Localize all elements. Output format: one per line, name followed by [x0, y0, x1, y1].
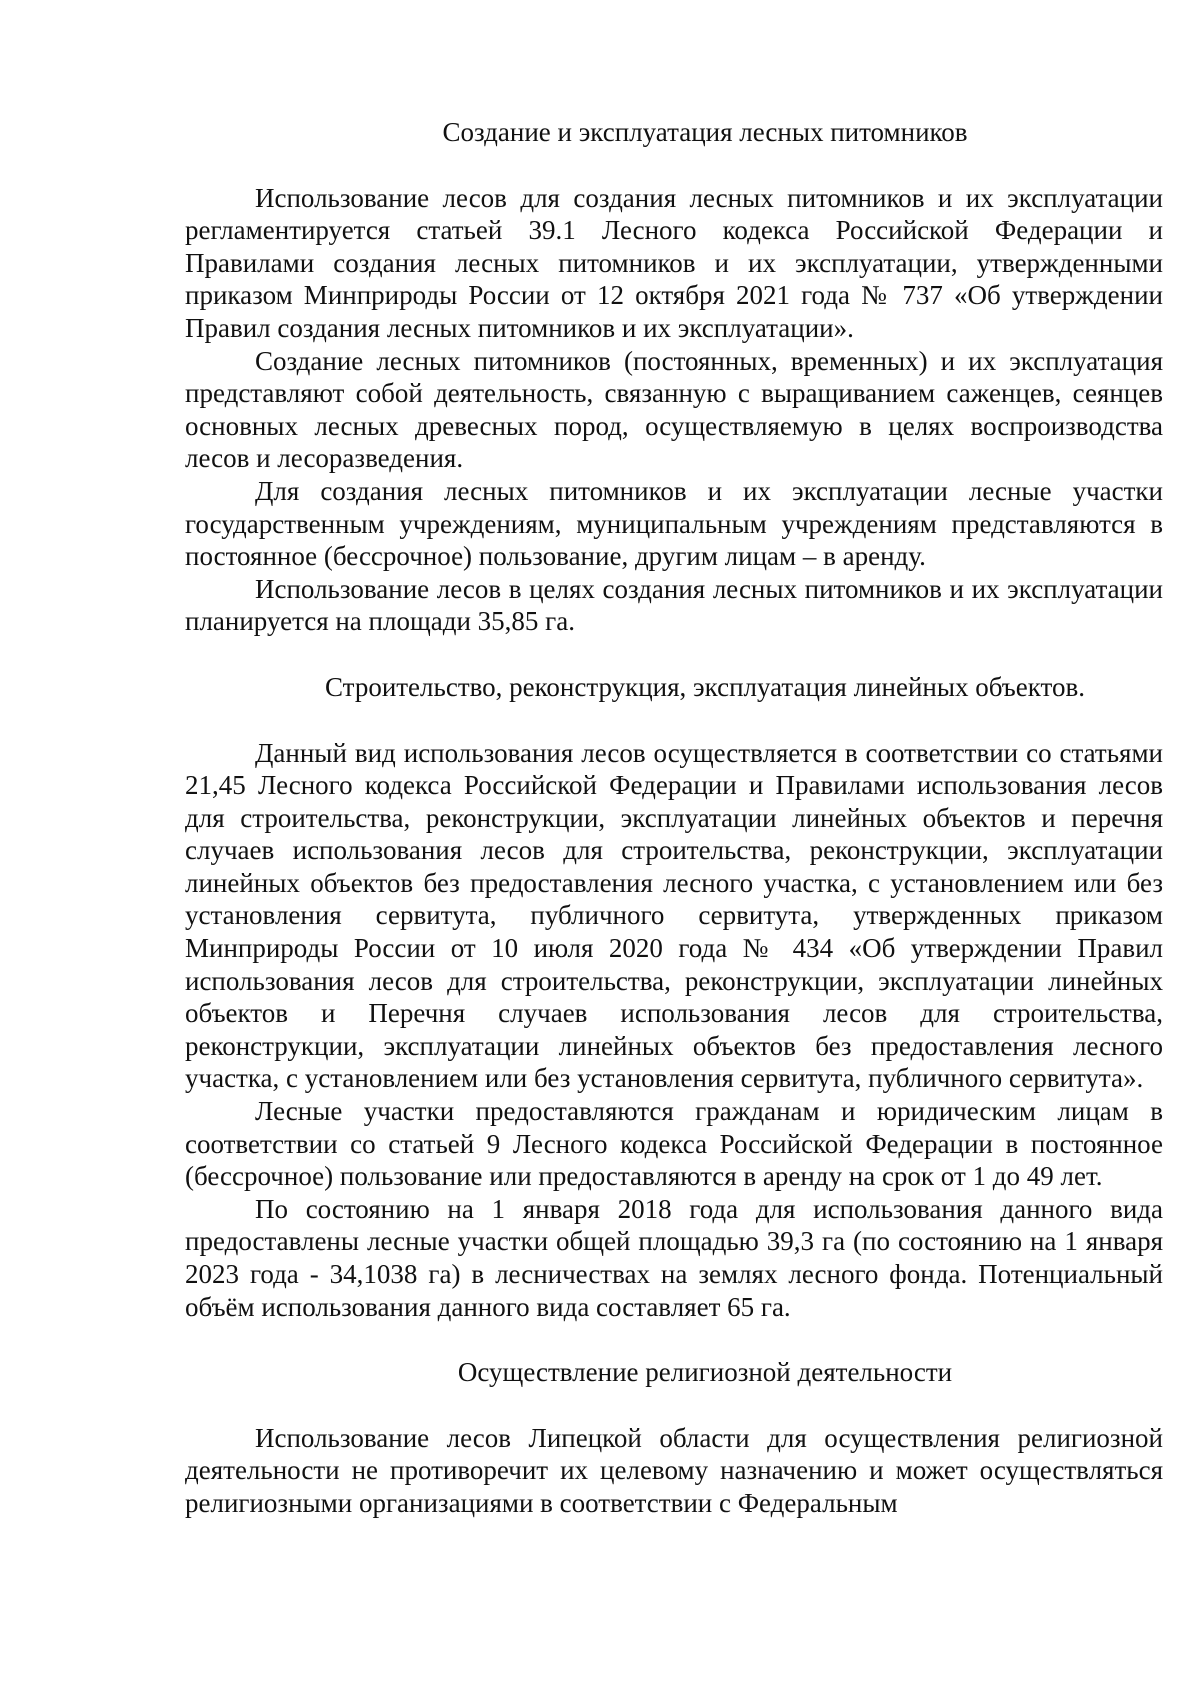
- section-heading-linear-objects: Строительство, реконструкция, эксплуатация линейных объектов.: [325, 671, 1085, 702]
- spacer: [185, 704, 1163, 737]
- paragraph: Для создания лесных питомников и их эксплуатации лесные участки государственным учреждениям, муниципальным учреждениям представляются в постоянное (бессрочное) пользование, другим лицам – в аренду.: [185, 475, 1163, 572]
- paragraph: Использование лесов в целях создания лесных питомников и их эксплуатации планируется на площади 35,85 га.: [185, 573, 1163, 637]
- section-heading-religious: Осуществление религиозной деятельности: [457, 1357, 953, 1388]
- paragraph: Использование лесов Липецкой области для осуществления религиозной деятельности не противоречит их целевому назначению и может осуществляться религиозными организациями в соответствии с Федеральным: [185, 1422, 1163, 1518]
- paragraph: Создание лесных питомников (постоянных, временных) и их эксплуатация представляют собой деятельность, связанную с выращиванием саженцев, сеянцев основных лесных древесных пород, осуществляемую в целях воспроизводства лесов и лесоразведения.: [185, 345, 1163, 474]
- section-heading-nurseries: Создание и эксплуатация лесных питомников: [442, 117, 968, 147]
- paragraph: Лесные участки предоставляются гражданам и юридическим лицам в соответствии со статьей 9 Лесного кодекса Российской Федерации в постоянное (бессрочное) пользование или предоставляются в аренду на срок от 1 до 49 лет.: [185, 1096, 1163, 1192]
- paragraph: По состоянию на 1 января 2018 года для использования данного вида предоставлены лесные участки общей площадью 39,3 га (по состоянию на 1 января 2023 года - 34,1038 га) в лесничествах на землях лесного фонда. Потенциальный объём использования данного вида составляет 65 га.: [185, 1193, 1163, 1322]
- document-body: [185, 116, 1163, 1520]
- paragraph: Данный вид использования лесов осуществляется в соответствии со статьями 21,45 Лесного кодекса Российской Федерации и Правилами использования лесов для строительства, реконструкции, эксплуатации линейных объектов и перечня случаев использования лесов для строительства, реконструкции, эксплуатации линейных объектов без предоставления лесного участка, с установлением или без установления сервитута, публичного сервитута, утвержденных приказом Минприроды России от 10 июля 2020 года № 434 «Об утверждении Правил использования лесов для строительства, реконструкции, эксплуатации линейных объектов и Перечня случаев использования лесов для строительства, реконструкции, эксплуатации линейных объектов без предоставления лесного участка, с установлением или без установления сервитута, публичного сервитута».: [185, 737, 1163, 1094]
- spacer: [185, 149, 1163, 182]
- paragraph: Использование лесов для создания лесных питомников и их эксплуатации регламентируется статьей 39.1 Лесного кодекса Российской Федерации и Правилами создания лесных питомников и их эксплуатации, утвержденными приказом Минприроды России от 12 октября 2021 года № 737 «Об утверждении Правил создания лесных питомников и их эксплуатации».: [185, 182, 1163, 343]
- spacer: [185, 1389, 1163, 1422]
